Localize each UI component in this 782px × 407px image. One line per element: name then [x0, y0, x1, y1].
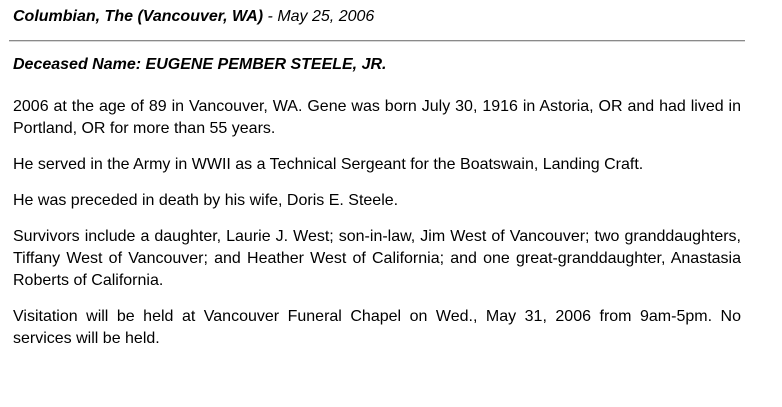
paragraph-military-service: He served in the Army in WWII as a Technical Sergeant for the Boatswain, Landing Craft. — [13, 156, 644, 173]
paragraph-preceded-by: He was preceded in death by his wife, Doris E. Steele. — [13, 192, 399, 209]
article-header — [13, 8, 374, 26]
paragraph-visitation: Visitation will be held at Vancouver Funeral Chapel on Wed., May 31, 2006 from 9am-5pm. No services will be held. — [13, 308, 741, 347]
deceased-label: Deceased Name: — [13, 56, 142, 73]
deceased-name-line — [13, 56, 386, 74]
paragraph-death-details: 2006 at the age of 89 in Vancouver, WA. Gene was born July 30, 1916 in Astoria, OR and had lived in Portland, OR for more than 55 years. — [13, 98, 741, 137]
paragraph-survivors: Survivors include a daughter, Laurie J. West; son-in-law, Jim West of Vancouver; two granddaughters, Tiffany West of Vancouver; and Heather West of California; and one great-granddaughter, Anastasia Roberts of California. — [13, 228, 741, 289]
publication-date: May 25, 2006 — [277, 8, 375, 25]
header-separator: - — [263, 8, 278, 25]
header-divider — [9, 40, 745, 42]
deceased-name: EUGENE PEMBER STEELE, JR. — [145, 56, 387, 73]
obituary-body — [13, 96, 741, 364]
newspaper-source: Columbian, The (Vancouver, WA) — [13, 8, 264, 25]
